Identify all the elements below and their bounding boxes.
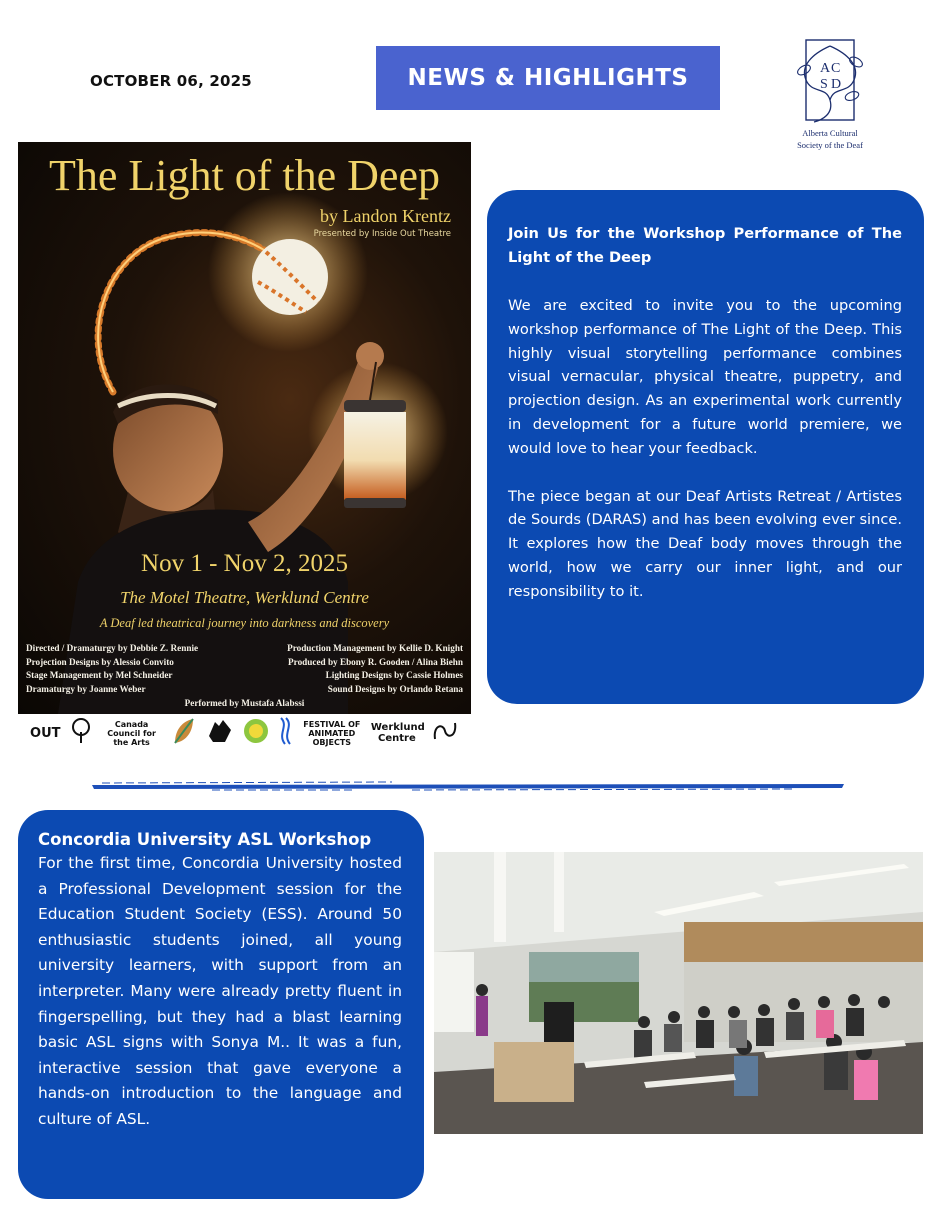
workshop-performance-paragraph-1: We are excited to invite you to the upcoming workshop performance of The Light of the Deep. This highly visual storytelling performance combines visual vernacular, physical theatre, puppetry, and projection design. As an experimental work currently in development for a future world premiere, we would love to hear your feedback. <box>508 297 902 457</box>
logo-caption-1: Alberta Cultural <box>802 128 858 138</box>
classroom-photo <box>434 852 923 1134</box>
workshop-performance-box <box>487 190 924 704</box>
tree-icon <box>69 718 93 748</box>
credit-right: Produced by Ebony R. Gooden / Alina Biehn <box>288 656 463 667</box>
credit-right: Production Management by Kellie D. Knight <box>287 643 463 653</box>
news-highlights-banner: NEWS & HIGHLIGHTS <box>376 46 720 110</box>
credit-left: Dramaturgy by Joanne Weber <box>26 683 146 694</box>
poster-author: by Landon Krentz <box>320 206 451 226</box>
poster-dates: Nov 1 - Nov 2, 2025 <box>141 550 348 577</box>
svg-text:A: A <box>820 61 831 76</box>
svg-text:C: C <box>831 61 841 76</box>
section-divider <box>92 781 844 791</box>
workshop-performance-heading: Join Us for the Workshop Performance of The Light of the Deep <box>508 225 902 266</box>
credit-left: Projection Designs by Alessio Convito <box>26 656 174 667</box>
play-poster <box>18 142 471 714</box>
poster-venue: The Motel Theatre, Werklund Centre <box>120 588 369 607</box>
credit-right: Sound Designs by Orlando Retana <box>327 683 463 694</box>
poster-performer: Performed by Mustafa Alabssi <box>184 698 305 709</box>
svg-text:D: D <box>831 77 842 92</box>
classroom-illustration <box>434 852 923 1134</box>
festival-animated-objects-logo: FESTIVAL OF ANIMATED OBJECTS <box>303 719 361 747</box>
credit-left: Directed / Dramaturgy by Debbie Z. Rennie <box>26 643 199 653</box>
loop-logo-icon <box>431 719 459 747</box>
credit-right: Lighting Designs by Cassie Holmes <box>325 670 463 681</box>
concordia-heading: Concordia University ASL Workshop <box>38 830 372 849</box>
acsd-emblem-icon <box>792 36 868 126</box>
canada-council-logo: Canada Council for the Arts <box>107 719 156 747</box>
hands-logo-icon <box>205 716 235 750</box>
logo-caption-2: Society of the Deaf <box>797 140 863 150</box>
poster-credits <box>26 642 463 711</box>
workshop-performance-paragraph-2: The piece began at our Deaf Artists Retreat / Artistes de Sourds (DARAS) and has been evolving ever since. It explores how the Deaf body moves through the world, how we carry our inner light, and our responsibility to it. <box>508 487 902 600</box>
poster-title: The Light of the Deep <box>49 151 440 200</box>
leaf-logo-icon <box>171 717 197 749</box>
concordia-workshop-box <box>18 810 424 1199</box>
sponsor-logos <box>18 714 471 752</box>
newsletter-date: OCTOBER 06, 2025 <box>90 72 252 90</box>
acsd-logo <box>780 36 880 156</box>
poster-tagline: A Deaf led theatrical journey into darkness and discovery <box>99 616 390 630</box>
green-circle-logo-icon <box>243 718 269 748</box>
concordia-body: For the first time, Concordia University hosted a Professional Development session for the Education Student Society (ESS). Around 50 enthusiastic students joined, all young university learners, with support from an interpreter. Many were already pretty fluent in fingerspelling, but they had a blast learning basic ASL signs with Sonya M.. It was a fun, interactive session that gave everyone a hands-on introduction to the language and culture of ASL. <box>38 854 402 1128</box>
credit-left: Stage Management by Mel Schneider <box>26 670 173 681</box>
svg-text:S: S <box>820 77 828 92</box>
poster-presenter: Presented by Inside Out Theatre <box>313 229 451 239</box>
wave-logo-icon <box>277 716 293 750</box>
werklund-centre-logo: Werklund Centre <box>370 722 425 744</box>
inside-out-logo: OUT <box>30 725 61 741</box>
